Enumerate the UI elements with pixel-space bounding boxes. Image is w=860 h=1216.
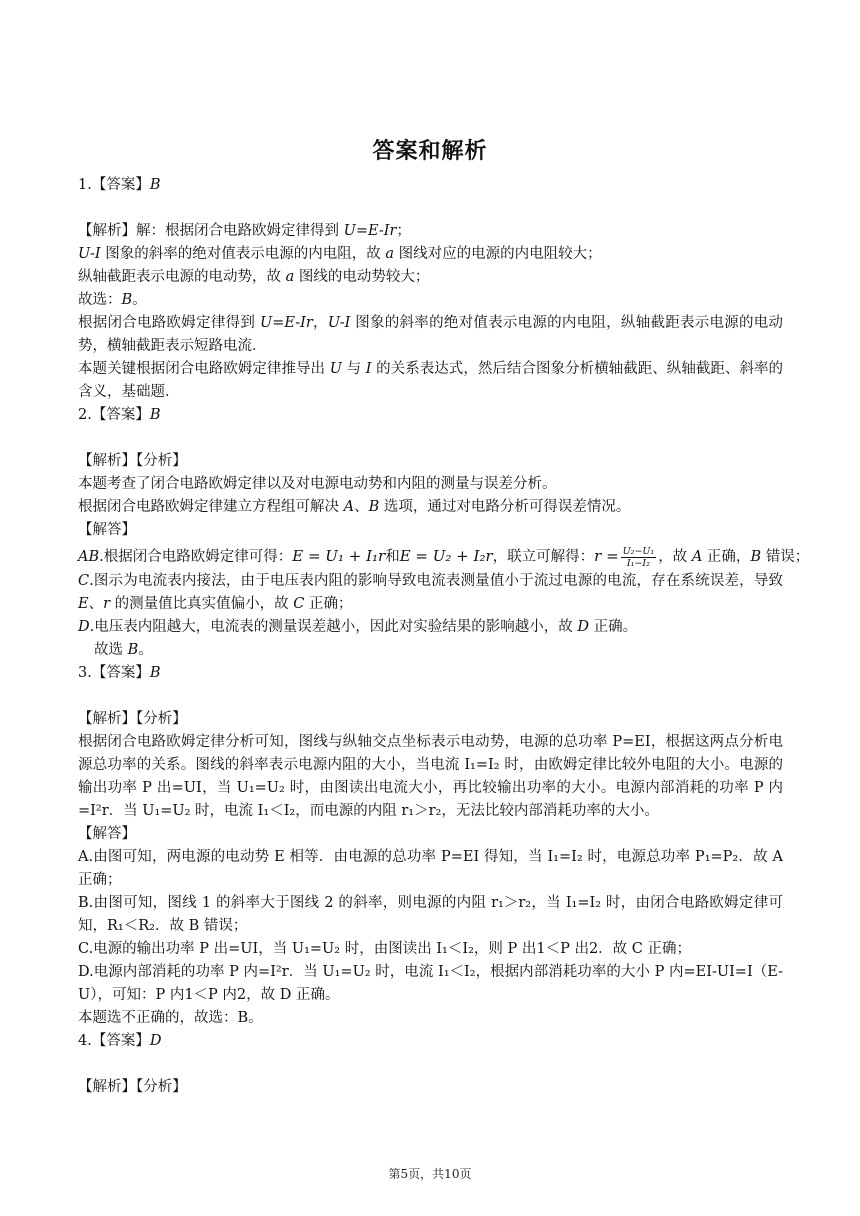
q3-analysis-paragraph: 根据闭合电路欧姆定律分析可知，图线与纵轴交点坐标表示电动势，电源的总功率 P=EI，根据这两点分析电源总功率的关系。图线的斜率表示电源内阻的大小，当电流 I₁=I₂ 时，由欧姆定律比较外电阻的大小。电源的输出功率 P 出=UI，当 U₁=U₂ 时，由图读出电流大小，再比较输出功率的大小。电源内部消耗的功率 P 内=I²r．当 U₁=U₂ 时，电流 I₁＜I₂，而电源的内阻 r₁＞r₂，无法比较内部消耗功率的大小。 — [78, 734, 783, 819]
formula: B — [368, 499, 380, 515]
text: 正确； — [304, 596, 353, 612]
q3-answer-line — [78, 662, 783, 685]
equation-1: E = U₁ + I₁r — [292, 547, 386, 565]
formula: r — [103, 596, 111, 612]
formula: C — [293, 596, 305, 612]
q2-answer-line — [78, 404, 783, 427]
q1-analysis-line-1 — [78, 220, 783, 243]
text: 错误； — [761, 549, 810, 565]
q1-answer-label: 1.【答案】 — [78, 177, 150, 193]
equation-r-lhs: r = — [594, 547, 619, 565]
text: 图线的电动势较大； — [294, 269, 430, 285]
text: .图示为电流表内接法，由于电压表内阻的影响导致电流表测量值小于流过电源的电流，存在系统误差，导致 — [89, 573, 783, 589]
q1-answer-line — [78, 174, 783, 197]
text: 选项，通过对电路分析可得误差情况。 — [379, 499, 631, 515]
text: 正确。 — [589, 619, 638, 635]
formula: U=E-Ir — [259, 315, 313, 331]
text: 与 — [341, 361, 366, 377]
text: 图线对应的电源的内电阻较大； — [393, 246, 602, 262]
formula: B — [127, 642, 139, 658]
formula: a — [285, 269, 295, 285]
text: 、 — [354, 499, 369, 515]
text: 的测量值比真实值偏小，故 — [110, 596, 294, 612]
text: ； — [396, 223, 411, 239]
q2-solution-line-c — [78, 570, 783, 616]
formula: D — [78, 619, 90, 635]
formula: C — [78, 573, 90, 589]
q1-answer-value: B — [149, 177, 161, 193]
q4-answer-value: D — [149, 1033, 162, 1049]
text: 根据闭合电路欧姆定律得到 — [78, 315, 260, 331]
formula: E — [78, 596, 89, 612]
q2-solution-line-ab — [78, 542, 810, 570]
q3-solution-heading: 【解答】 — [78, 826, 136, 842]
fraction-denominator: I₁−I₂ — [626, 557, 650, 569]
formula: B — [121, 292, 133, 308]
q1-analysis-line-5 — [78, 312, 783, 358]
formula: B — [750, 549, 762, 565]
q1-analysis-line-2 — [78, 243, 783, 266]
q2-analysis-heading: 【解析】【分析】 — [78, 453, 187, 469]
text: .根据闭合电路欧姆定律可得： — [99, 549, 293, 565]
text: 、 — [88, 596, 104, 612]
q2-answer-value: B — [149, 407, 161, 423]
text: 和 — [385, 549, 400, 565]
text: 故选： — [78, 292, 122, 308]
formula: U-I — [327, 315, 351, 331]
formula: A — [691, 549, 703, 565]
text: 图象的斜率的绝对值表示电源的内电阻，故 — [100, 246, 386, 262]
text: 纵轴截距表示电源的电动势，故 — [78, 269, 286, 285]
text: 【解析】解：根据闭合电路欧姆定律得到 — [78, 223, 344, 239]
q1-analysis-line-3 — [78, 266, 783, 289]
q4-answer-label: 4.【答案】 — [78, 1033, 150, 1049]
text: 。 — [132, 292, 147, 308]
formula: U=E-Ir — [343, 223, 397, 239]
q2-solution-heading: 【解答】 — [78, 522, 136, 538]
q3-solution-b: B.由图可知，图线 1 的斜率大于图线 2 的斜率，则电源的内阻 r₁＞r₂，当 I₁=I₂ 时，由闭合电路欧姆定律可知，R₁＜R₂．故 B 错误； — [78, 895, 783, 934]
text: 本题关键根据闭合电路欧姆定律推导出 — [78, 361, 330, 377]
q3-solution-d: D.电源内部消耗的功率 P 内=I²r．当 U₁=U₂ 时，电流 I₁＜I₂，根据内部消耗功率的大小 P 内=EI-UI=I（E-U），可知：P 内1＜P 内2，故 D 正确。 — [78, 964, 783, 1003]
text: 根据闭合电路欧姆定律建立方程组可解决 — [78, 499, 344, 515]
answer-content — [78, 174, 810, 1099]
q2-analysis-line-2: 本题考查了闭合电路欧姆定律以及对电源电动势和内阻的测量与误差分析。 — [78, 476, 557, 492]
q3-answer-label: 3.【答案】 — [78, 665, 150, 681]
formula: A — [343, 499, 355, 515]
formula: D — [577, 619, 589, 635]
page-title: 答案和解析 — [372, 139, 488, 164]
text: 。 — [138, 642, 153, 658]
q2-choice-line — [78, 639, 783, 662]
q3-solution-c: C.电源的输出功率 P 出=UI，当 U₁=U₂ 时，由图读出 I₁＜I₂，则 P 出1＜P 出2．故 C 正确； — [78, 941, 691, 957]
q4-analysis-heading: 【解析】【分析】 — [78, 1079, 187, 1095]
q3-answer-value: B — [149, 665, 161, 681]
q2-answer-label: 2.【答案】 — [78, 407, 150, 423]
text: 图象的斜率的绝对值表示电源的内电阻，纵轴截距表示电源的电动势，横轴截距表示短路电流． — [78, 315, 784, 354]
page-footer: 第5页，共10页 — [388, 1167, 472, 1181]
text: ，联立可解得： — [492, 549, 595, 565]
formula: U-I — [78, 246, 101, 262]
q3-analysis-heading: 【解析】【分析】 — [78, 711, 187, 727]
text: ，故 — [658, 549, 692, 565]
q3-solution-a: A.由图可知，两电源的电动势 E 相等．由电源的总功率 P=EI 得知，当 I₁=I₂ 时，电源总功率 P₁=P₂．故 A 正确； — [78, 849, 783, 888]
text: .电压表内阻越大，电流表的测量误差越小，因此对实验结果的影响越小，故 — [89, 619, 578, 635]
q1-analysis-line-4 — [78, 289, 783, 312]
q1-analysis-line-6 — [78, 358, 783, 404]
q2-analysis-line-3 — [78, 496, 783, 519]
q3-choice-line: 本题选不正确的，故选：B。 — [78, 1010, 263, 1026]
equation-2: E = U₂ + I₂r — [399, 547, 493, 565]
formula: a — [385, 246, 394, 262]
text: 故选 — [94, 642, 128, 658]
text: ， — [312, 315, 328, 331]
formula: I — [365, 361, 372, 377]
text: 正确， — [702, 549, 751, 565]
equation-r-fraction — [621, 546, 657, 569]
q4-answer-line — [78, 1030, 783, 1053]
q2-solution-line-d — [78, 616, 783, 639]
fraction-numerator: U₂−U₁ — [622, 545, 655, 557]
text: 的关系表达式，然后结合图象分析横轴截距、纵轴截距、斜率的含义，基础题． — [78, 361, 784, 400]
formula: AB — [78, 549, 100, 565]
formula: U — [329, 361, 342, 377]
